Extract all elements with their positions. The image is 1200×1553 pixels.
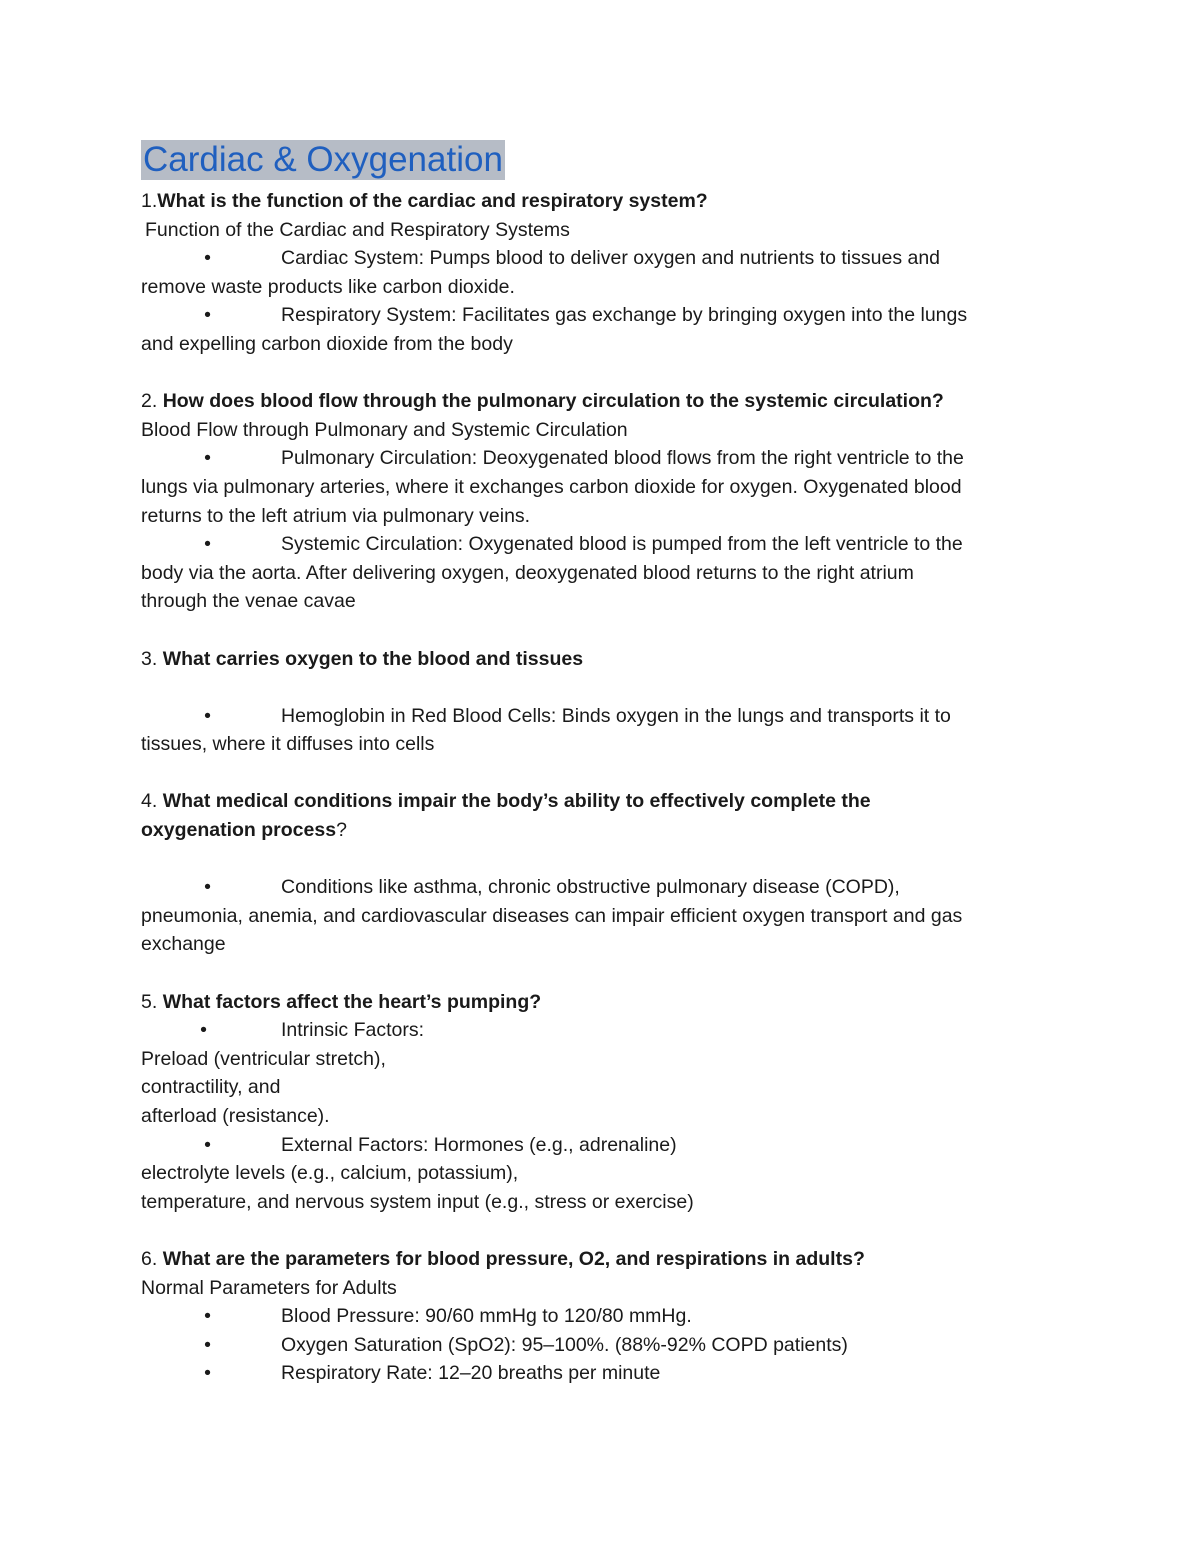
question-text: What is the function of the cardiac and respiratory system? xyxy=(157,190,708,212)
text-line: afterload (resistance). xyxy=(141,1105,330,1127)
question-3 xyxy=(141,645,1061,674)
bullet-item xyxy=(141,1131,1061,1160)
bullet-text: Intrinsic Factors: xyxy=(281,1019,425,1042)
bullet-icon: • xyxy=(204,533,211,556)
bullet-item xyxy=(141,244,1061,273)
spacer xyxy=(141,673,1061,702)
bullet-item xyxy=(141,1302,1061,1331)
bullet-text: External Factors: Hormones (e.g., adrenaline) xyxy=(281,1133,677,1156)
question-4 xyxy=(141,787,1061,816)
bullet-item xyxy=(141,530,1061,559)
bullet-continuation: pneumonia, anemia, and cardiovascular diseases can impair efficient oxygen transport and gas xyxy=(141,904,963,927)
question-4-continuation xyxy=(141,816,1061,845)
bullet-continuation: and expelling carbon dioxide from the body xyxy=(141,332,513,355)
bullet-icon: • xyxy=(204,1305,211,1328)
question-number: 1. xyxy=(141,190,158,212)
bullet-text: Cardiac System: Pumps blood to deliver oxygen and nutrients to tissues and xyxy=(281,247,941,270)
question-text: What carries oxygen to the blood and tissues xyxy=(162,647,584,670)
section-q3 xyxy=(141,645,1061,759)
bullet-icon: • xyxy=(204,1333,211,1356)
text-line: Preload (ventricular stretch), xyxy=(141,1047,386,1070)
bullet-icon: • xyxy=(204,1133,211,1156)
bullet-icon: • xyxy=(200,1019,207,1042)
text-line: electrolyte levels (e.g., calcium, potassium), xyxy=(141,1162,519,1185)
question-1 xyxy=(141,187,1061,216)
bullet-continuation: lungs via pulmonary arteries, where it exchanges carbon dioxide for oxygen. Oxygenated blood xyxy=(141,475,962,498)
answer-heading: Normal Parameters for Adults xyxy=(141,1276,397,1299)
bullet-icon: • xyxy=(204,247,211,270)
bullet-continuation: exchange xyxy=(141,933,226,956)
bullet-text: Conditions like asthma, chronic obstructive pulmonary disease (COPD), xyxy=(281,876,900,899)
bullet-icon: • xyxy=(204,704,211,727)
bullet-item xyxy=(141,1016,1061,1045)
bullet-text: Blood Pressure: 90/60 mmHg to 120/80 mmHg. xyxy=(281,1305,692,1328)
section-q5 xyxy=(141,988,1061,1217)
bullet-text: Systemic Circulation: Oxygenated blood is pumped from the left ventricle to the xyxy=(281,533,963,556)
spacer xyxy=(141,959,1061,988)
question-text: What medical conditions impair the body’s ability to effectively complete the xyxy=(162,790,871,813)
bullet-text: Pulmonary Circulation: Deoxygenated blood flows from the right ventricle to the xyxy=(281,447,964,470)
bullet-icon: • xyxy=(204,447,211,470)
question-text: What are the parameters for blood pressure, O2, and respirations in adults? xyxy=(162,1247,865,1270)
bullet-item xyxy=(141,1359,1061,1388)
document-body xyxy=(141,140,1061,1388)
bullet-text: Oxygen Saturation (SpO2): 95–100%. (88%-92% COPD patients) xyxy=(281,1333,848,1356)
section-q6 xyxy=(141,1245,1061,1388)
bullet-item xyxy=(141,702,1061,731)
bullet-continuation: through the venae cavae xyxy=(141,590,356,613)
bullet-icon: • xyxy=(204,1362,211,1385)
bullet-text: Respiratory System: Facilitates gas exchange by bringing oxygen into the lungs xyxy=(281,304,968,327)
text-line: temperature, and nervous system input (e.g., stress or exercise) xyxy=(141,1190,694,1213)
answer-heading: Function of the Cardiac and Respiratory Systems xyxy=(145,218,570,241)
question-number: 4. xyxy=(141,790,163,813)
bullet-continuation: remove waste products like carbon dioxide. xyxy=(141,275,515,298)
spacer xyxy=(141,359,1061,388)
bullet-continuation: returns to the left atrium via pulmonary veins. xyxy=(141,504,531,527)
text-line: contractility, and xyxy=(141,1076,281,1099)
question-number: 5. xyxy=(141,990,163,1013)
question-text: What factors affect the heart’s pumping? xyxy=(162,990,542,1013)
question-2 xyxy=(141,387,1061,416)
bullet-item xyxy=(141,444,1061,473)
section-q4 xyxy=(141,787,1061,959)
bullet-item xyxy=(141,1331,1061,1360)
bullet-item xyxy=(141,873,1061,902)
question-mark: ? xyxy=(336,819,347,842)
answer-heading: Blood Flow through Pulmonary and Systemic Circulation xyxy=(141,418,628,441)
spacer xyxy=(141,845,1061,874)
page-title: Cardiac & Oxygenation xyxy=(143,140,503,179)
bullet-icon: • xyxy=(204,304,211,327)
question-number: 6. xyxy=(141,1247,163,1270)
bullet-icon: • xyxy=(204,876,211,899)
spacer xyxy=(141,1216,1061,1245)
bullet-continuation: tissues, where it diffuses into cells xyxy=(141,733,435,756)
section-q2 xyxy=(141,387,1061,616)
question-text: How does blood flow through the pulmonary circulation to the systemic circulation? xyxy=(162,390,944,413)
question-5 xyxy=(141,988,1061,1017)
question-number: 2. xyxy=(141,390,163,413)
question-number: 3. xyxy=(141,647,163,670)
bullet-continuation: body via the aorta. After delivering oxygen, deoxygenated blood returns to the right atrium xyxy=(141,561,914,584)
question-6 xyxy=(141,1245,1061,1274)
spacer xyxy=(141,759,1061,788)
bullet-text: Respiratory Rate: 12–20 breaths per minute xyxy=(281,1362,661,1385)
section-q1 xyxy=(141,187,1061,359)
bullet-item xyxy=(141,301,1061,330)
question-text: oxygenation process xyxy=(141,819,337,842)
spacer xyxy=(141,616,1061,645)
bullet-text: Hemoglobin in Red Blood Cells: Binds oxygen in the lungs and transports it to xyxy=(281,704,951,727)
